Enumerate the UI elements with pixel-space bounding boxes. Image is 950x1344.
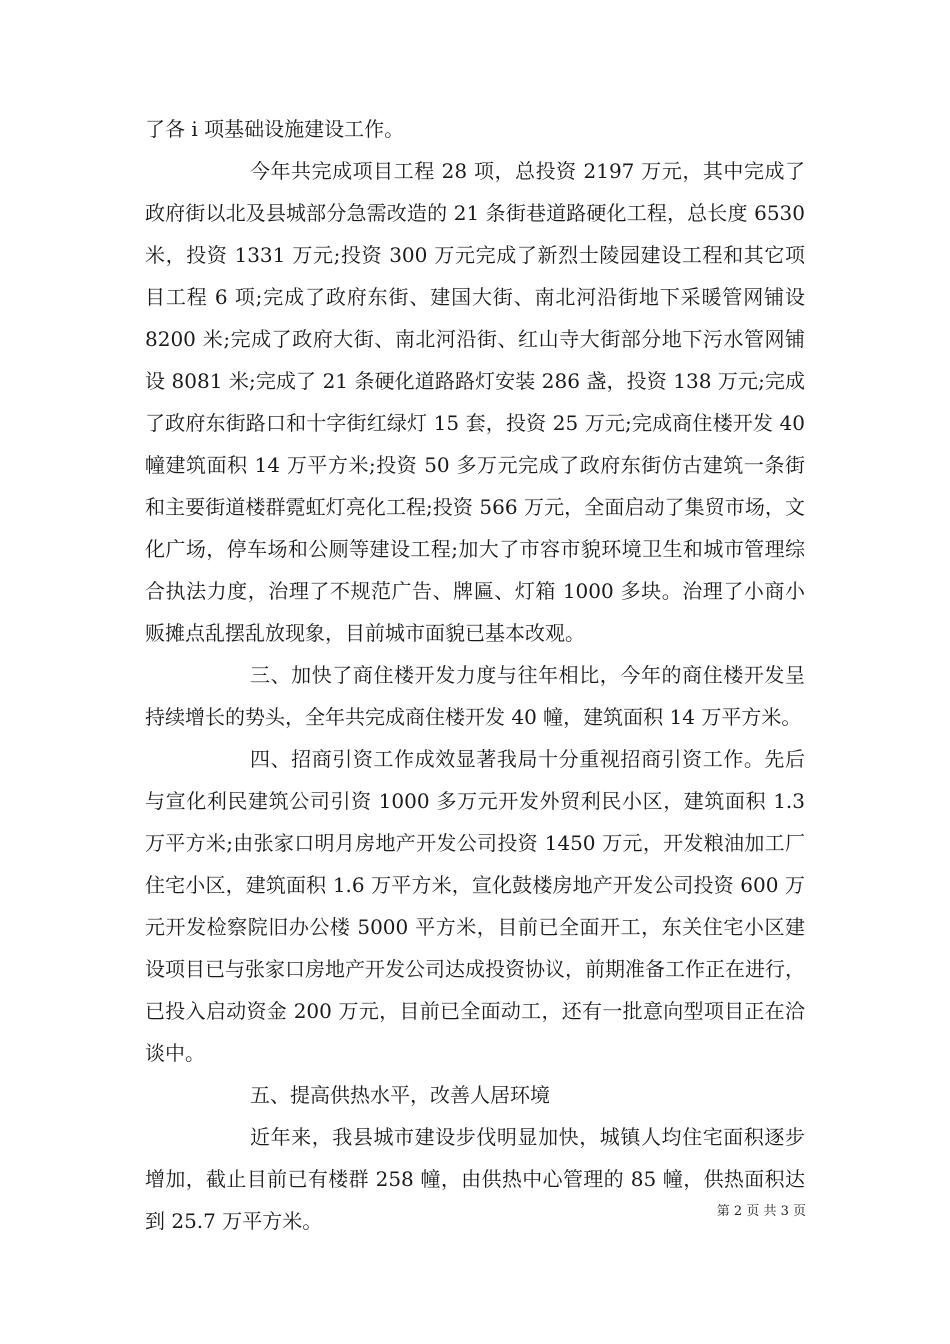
paragraph-section-four: 四、招商引资工作成效显著我局十分重视招商引资工作。先后与宣化利民建筑公司引资 1000 多万元开发外贸利民小区，建筑面积 1.3 万平方米;由张家口明月房地产开发公司投资 1450 万元，开发粮油加工厂住宅小区，建筑面积 1.6 万平方米，宣化鼓楼房地产开发公司投资 600 万元开发检察院旧办公楼 5000 平方米，目前已全面开工，东关住宅小区建设项目已与张家口房地产开发公司达成投资协议，前期准备工作正在进行，已投入启动资金 200 万元，目前已全面动工，还有一批意向型项目正在洽谈中。 <box>145 747 805 1065</box>
paragraph-section-three: 三、加快了商住楼开发力度与往年相比，今年的商住楼开发呈持续增长的势头，全年共完成商住楼开发 40 幢，建筑面积 14 万平方米。 <box>145 663 805 729</box>
paragraph-project-summary: 今年共完成项目工程 28 项，总投资 2197 万元，其中完成了政府街以北及县城部分急需改造的 21 条街巷道路硬化工程，总长度 6530 米，投资 1331 万元;投资 300 万元完成了新烈士陵园建设工程和其它项目工程 6 项;完成了政府东街、建国大街、南北河沿街地下采暖管网铺设 8200 米;完成了政府大街、南北河沿街、红山寺大街部分地下污水管网铺设 8081 米;完成了 21 条硬化道路路灯安装 286 盏，投资 138 万元;完成了政府东街路口和十字街红绿灯 15 套，投资 25 万元;完成商住楼开发 40 幢建筑面积 14 万平方米;投资 50 多万元完成了政府东街仿古建筑一条街和主要街道楼群霓虹灯亮化工程;投资 566 万元，全面启动了集贸市场，文化广场，停车场和公厕等建设工程;加大了市容市貌环境卫生和城市管理综合执法力度，治理了不规范广告、牌匾、灯箱 1000 多块。治理了小商小贩摊点乱摆乱放现象，目前城市面貌已基本改观。 <box>145 159 805 645</box>
paragraph-section-five-heading: 五、提高供热水平，改善人居环境 <box>250 1083 550 1107</box>
document-body <box>145 108 805 1242</box>
paragraph-continuation: 了各 i 项基础设施建设工作。 <box>145 117 405 141</box>
paragraph-heating: 近年来，我县城市建设步伐明显加快，城镇人均住宅面积逐步增加，截止目前已有楼群 258 幢，由供热中心管理的 85 幢，供热面积达到 25.7 万平方米。 <box>145 1125 805 1233</box>
page-number: 第 2 页 共 3 页 <box>716 1204 806 1219</box>
